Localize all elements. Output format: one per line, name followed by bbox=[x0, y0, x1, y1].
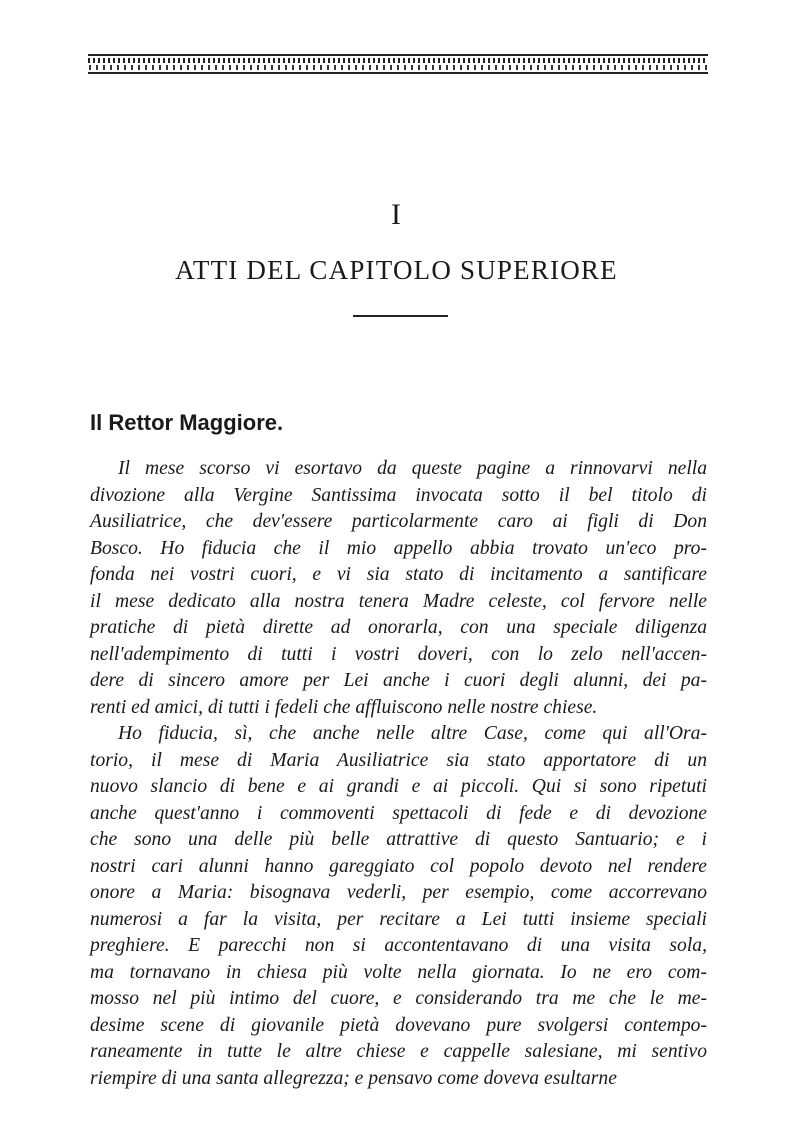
text-line: dere di sincero amore per Lei anche i cuori degli alunni, dei pa- bbox=[90, 670, 707, 691]
chapter-title: ATTI DEL CAPITOLO SUPERIORE bbox=[175, 255, 618, 285]
text-line: Ho fiducia, sì, che anche nelle altre Case, come qui all'Ora- bbox=[118, 723, 707, 744]
chapter-number: I bbox=[391, 198, 402, 231]
text-line: nuovo slancio di bene e ai grandi e ai piccoli. Qui si sono ripetuti bbox=[90, 776, 707, 797]
text-line: nell'adempimento di tutti i vostri doveri, con lo zelo nell'accen- bbox=[90, 643, 707, 665]
text-line: riempire di una santa allegrezza; e pensavo come doveva esultarne bbox=[90, 1067, 617, 1089]
text-line: nostri cari alunni hanno gareggiato col popolo devoto nel rendere bbox=[90, 855, 707, 877]
text-line: anche quest'anno i commoventi spettacoli di fede e di devozione bbox=[90, 802, 707, 824]
text-line: ma tornavano in chiesa più volte nella giornata. Io ne ero com- bbox=[90, 961, 707, 983]
text-line: torio, il mese di Maria Ausiliatrice sia stato apportatore di un bbox=[90, 749, 707, 771]
text-line: pratiche di pietà dirette ad onorarla, con una speciale diligenza bbox=[90, 617, 707, 638]
body-text bbox=[90, 456, 707, 1092]
text-line: renti ed amici, di tutti i fedeli che affluiscono nelle nostre chiese. bbox=[90, 696, 598, 718]
text-line: preghiere. E parecchi non si accontentavano di una visita sola, bbox=[90, 935, 707, 956]
text-line: desime scene di giovanile pietà dovevano pure svolgersi contempo- bbox=[90, 1014, 707, 1036]
title-divider bbox=[353, 315, 448, 317]
text-line: raneamente in tutte le altre chiese e cappelle salesiane, mi sentivo bbox=[90, 1041, 707, 1062]
section-heading: Il Rettor Maggiore. bbox=[90, 410, 284, 435]
text-line: numerosi a far la visita, per recitare a Lei tutti insieme speciali bbox=[90, 908, 707, 930]
text-line: fonda nei vostri cuori, e vi sia stato di incitamento a santificare bbox=[90, 564, 707, 585]
text-line: Ausiliatrice, che dev'essere particolarmente caro ai figli di Don bbox=[90, 511, 707, 532]
text-line: mosso nel più intimo del cuore, e considerando tra me che le me- bbox=[90, 988, 707, 1009]
text-line: Bosco. Ho fiducia che il mio appello abbia trovato un'eco pro- bbox=[90, 537, 707, 559]
header-ornament bbox=[88, 54, 708, 74]
text-line: che sono una delle più belle attrattive di questo Santuario; e i bbox=[90, 829, 707, 850]
text-line: il mese dedicato alla nostra tenera Madre celeste, col fervore nelle bbox=[90, 590, 707, 612]
text-line: divozione alla Vergine Santissima invocata sotto il bel titolo di bbox=[90, 484, 707, 506]
text-line: Il mese scorso vi esortavo da queste pagine a rinnovarvi nella bbox=[118, 458, 707, 479]
text-line: onore a Maria: bisognava vederli, per esempio, come accorrevano bbox=[90, 882, 707, 903]
